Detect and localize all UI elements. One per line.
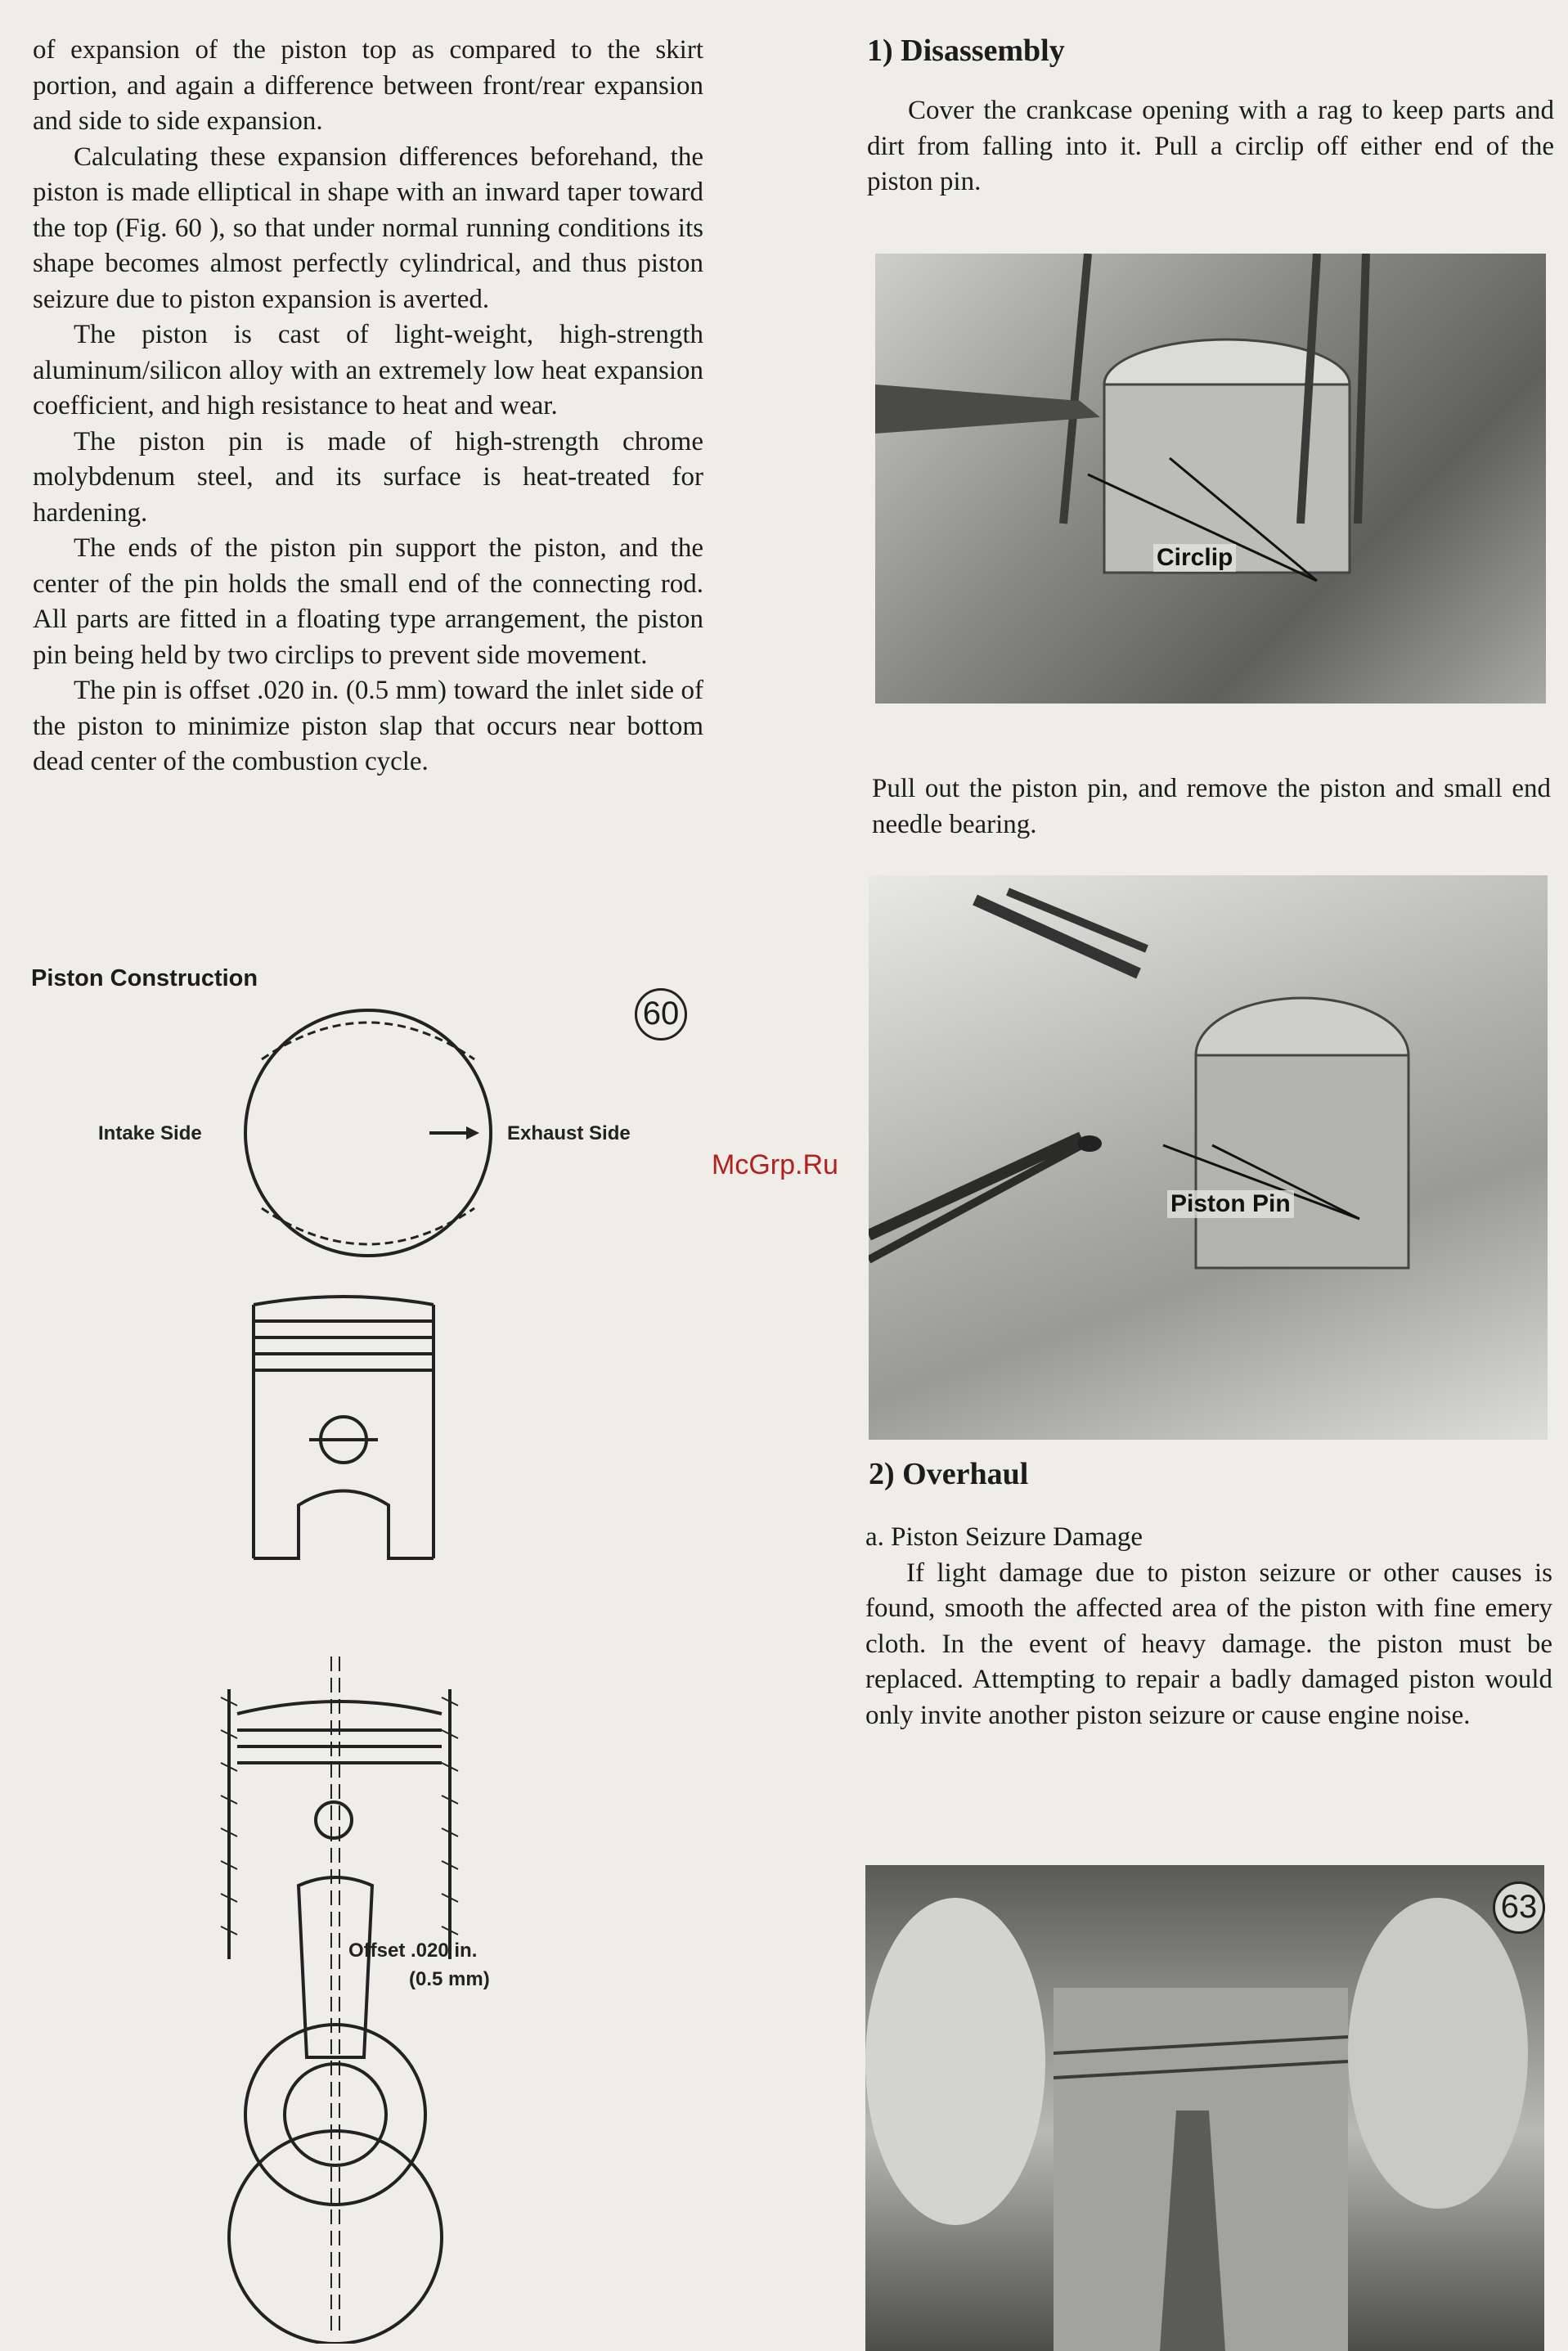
intake-side-label: Intake Side [98, 1122, 202, 1144]
piston-offset-diagram [221, 1656, 458, 2344]
paragraph-pin-ends: The ends of the piston pin support the piston, and the center of the pin holds the small end of the connecting rod. All parts are fitted in a floating type arrangement, the piston pin being held by two circlips to prevent side movement. [33, 533, 703, 670]
exhaust-side-label: Exhaust Side [507, 1122, 631, 1144]
figure-caption: Piston Construction [31, 965, 258, 991]
figure-number: 60 [635, 988, 687, 1041]
left-column [33, 33, 703, 780]
paragraph-piston-cast: The piston is cast of light-weight, high-strength aluminum/silicon alloy with an extremely low heat expansion coefficient, and high resistance to heat and wear. [33, 320, 703, 420]
circlip-photo [875, 254, 1546, 704]
paragraph-pin-offset: The pin is offset .020 in. (0.5 mm) toward the inlet side of the piston to minimize piston slap that occurs near bottom dead center of the combustion cycle. [33, 676, 703, 776]
disassembly-heading: 1) Disassembly [867, 34, 1065, 68]
paragraph-expansion: of expansion of the piston top as compared to the skirt portion, and again a difference between front/rear expansion and side to side expansion. [33, 35, 703, 136]
disassembly-paragraph: Cover the crankcase opening with a rag to keep parts and dirt from falling into it. Pull a circlip off either end of the piston pin. [867, 96, 1554, 196]
seizure-paragraph: If light damage due to piston seizure or other causes is found, smooth the affected area of the piston with fine emery cloth. In the event of heavy damage. the piston must be replaced. Attempting to repair a badly damaged piston would only invite another piston seizure or cause engine noise. [865, 1558, 1552, 1730]
piston-side-view [254, 1297, 434, 1558]
right-column [867, 33, 1554, 200]
piston-construction-diagram [82, 994, 703, 2344]
emery-cloth-photo [865, 1865, 1544, 2351]
seizure-subheading: a. Piston Seizure Damage [865, 1522, 1143, 1552]
paragraph-calculating: Calculating these expansion differences beforehand, the piston is made elliptical in shape with an inward taper toward the top (Fig. 60 ), so that under normal running conditions its shape becomes almost perfectly cylindrical, and thus piston seizure due to piston expansion is averted. [33, 142, 703, 314]
offset-label: Offset .020 in. [348, 1940, 478, 1962]
piston-pin-paragraph: Pull out the piston pin, and remove the piston and small end needle bearing. [872, 774, 1551, 839]
piston-top-view [98, 1010, 631, 1256]
overhaul-heading: 2) Overhaul [869, 1457, 1029, 1491]
watermark: McGrp.Ru [712, 1149, 838, 1180]
photo-63-number: 63 [1493, 1881, 1545, 1934]
piston-pin-photo [869, 875, 1548, 1440]
paragraph-piston-pin: The piston pin is made of high-strength chrome molybdenum steel, and its surface is heat-treated for hardening. [33, 426, 703, 528]
overhaul-section [865, 1520, 1552, 1733]
piston-pin-label: Piston Pin [1167, 1190, 1294, 1218]
circlip-label: Circlip [1153, 544, 1236, 572]
offset-metric-label: (0.5 mm) [409, 1968, 490, 1990]
